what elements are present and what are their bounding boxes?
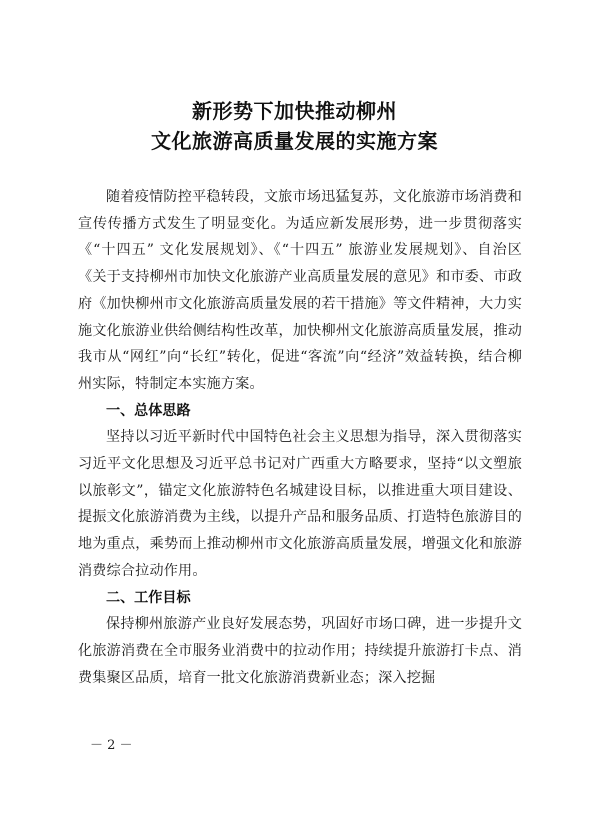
document-title — [0, 96, 589, 156]
document-body — [78, 184, 522, 691]
intro-paragraph: 随着疫情防控平稳转段，文旅市场迅猛复苏，文化旅游市场消费和宣传传播方式发生了明显变化。为适应新发展形势，进一步贯彻落实《“十四五” 文化发展规划》、《“十四五” 旅游业发展规划》、自治区《关于支持柳州市加快文化旅游产业高质量发展的意见》和市委、市政府《加快柳州市文化旅游高质量发展的若干措施》等文件精神，大力实施文化旅游业供给侧结构性改革，加快柳州文化旅游高质量发展，推动我市从“网红”向“长红”转化，促进“客流”向“经济”效益转换，结合柳州实际，特制定本实施方案。 — [78, 189, 522, 392]
section-heading-work-goals: 二、工作目标 — [106, 589, 191, 606]
title-line-2: 文化旅游高质量发展的实施方案 — [151, 129, 438, 153]
page-number: － 2 － — [90, 738, 133, 753]
section-paragraph-overall-approach: 坚持以习近平新时代中国特色社会主义思想为指导，深入贯彻落实习近平文化思想及习近平总书记对广西重大方略要求，坚持“以文塑旅 以旅彰文”，锚定文化旅游特色名城建设目标，以推进重大项目建设、提振文化旅游消费为主线，以提升产品和服务品质、打造特色旅游目的地为重点，乘势而上推动柳州市文化旅游高质量发展，增强文化和旅游消费综合拉动作用。 — [78, 429, 522, 579]
section-heading-overall-approach: 一、总体思路 — [106, 402, 191, 419]
section-paragraph-work-goals: 保持柳州旅游产业良好发展态势，巩固好市场口碑，进一步提升文化旅游消费在全市服务业消费中的拉动作用；持续提升旅游打卡点、消费集聚区品质，培育一批文化旅游消费新业态；深入挖掘 — [78, 616, 522, 686]
title-line-1: 新形势下加快推动柳州 — [192, 99, 397, 123]
